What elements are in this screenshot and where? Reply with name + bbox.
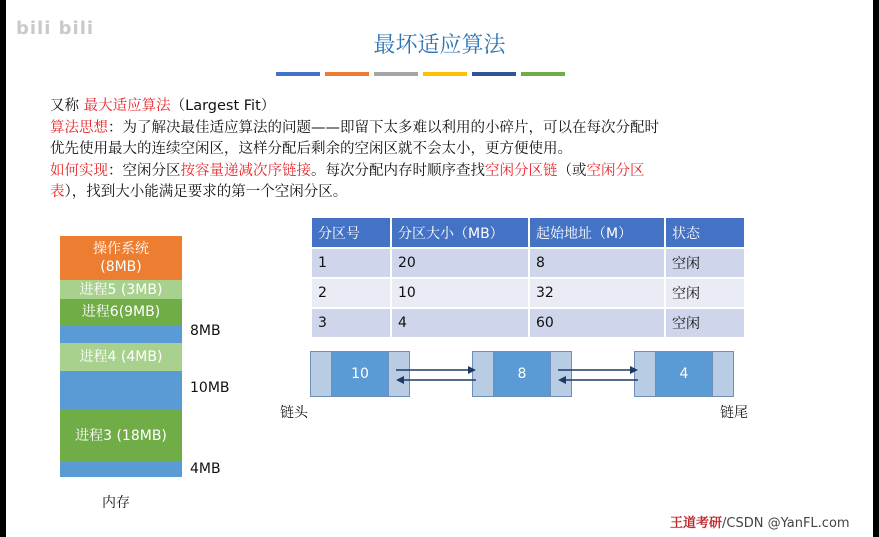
table-cell: 2 — [312, 278, 391, 308]
impl-label: 如何实现 — [50, 163, 108, 179]
footer-brand — [670, 512, 850, 531]
idea-line-1 — [50, 118, 659, 139]
forward-arrow-head — [630, 366, 638, 374]
memory-label: 内存 — [102, 495, 130, 511]
backward-arrow-head — [558, 376, 566, 384]
watermark-text: /CSDN @YanFL.com — [722, 516, 850, 531]
brand-name: 王道考研 — [670, 516, 723, 531]
intro-alias: 最大适应算法 — [83, 98, 171, 114]
node-value: 4 — [656, 351, 712, 397]
color-bar-segment — [374, 72, 418, 76]
impl-line-2 — [50, 182, 347, 203]
memory-block-free-10mb — [60, 371, 182, 410]
free-size-label: 10MB — [190, 380, 230, 396]
table-row — [312, 278, 744, 308]
table-cell: 空闲 — [665, 278, 744, 308]
table-row — [312, 308, 744, 337]
memory-block-process3 — [60, 410, 182, 461]
table-cell: 空闲 — [665, 308, 744, 337]
impl-text-3: （或 — [557, 163, 587, 179]
table-header-row — [312, 218, 744, 248]
table-cell: 10 — [391, 278, 529, 308]
color-bar-segment — [276, 72, 320, 76]
memory-block-free-8mb — [60, 325, 182, 343]
intro-alias-en: （Largest Fit） — [170, 98, 276, 114]
backward-arrow-head — [396, 376, 404, 384]
color-bar-segment — [423, 72, 467, 76]
impl-highlight-1: 按容量递减次序链接 — [180, 163, 311, 179]
memory-block-size: (8MB) — [100, 259, 142, 275]
memory-block-process4 — [60, 343, 182, 371]
memory-block-label: 进程3 (18MB) — [75, 427, 167, 444]
node-value: 8 — [494, 351, 550, 397]
chain-tail-label: 链尾 — [720, 405, 748, 421]
color-bar-segment — [521, 72, 565, 76]
page-title: 最坏适应算法 — [373, 33, 506, 58]
intro-prefix: 又称 — [50, 98, 84, 114]
table-cell: 20 — [391, 248, 529, 278]
impl-highlight-3: 空闲分区 — [586, 163, 645, 179]
impl-text-2: 。每次分配内存时顺序查找 — [311, 163, 485, 179]
logo-watermark: bili bili — [16, 18, 95, 39]
idea-text-1: ：为了解决最佳适应算法的问题——即留下太多难以利用的小碎片，可以在每次分配时 — [108, 120, 659, 136]
free-size-label: 8MB — [190, 323, 221, 339]
memory-block-label: 进程5 (3MB) — [79, 281, 163, 298]
impl-text-1: ：空闲分区 — [108, 163, 181, 179]
node-value: 10 — [332, 351, 388, 397]
table-cell: 3 — [312, 308, 391, 337]
chain-node — [634, 351, 734, 397]
column-header: 分区大小（MB） — [391, 218, 529, 248]
forward-arrow-head — [468, 366, 476, 374]
color-bar-segment — [325, 72, 369, 76]
memory-block-process6 — [60, 299, 182, 325]
memory-block-label: 进程4 (4MB) — [79, 349, 163, 365]
column-header: 起始地址（M） — [529, 218, 665, 248]
node-prev-pointer — [310, 351, 332, 397]
table-cell: 1 — [312, 248, 391, 278]
table-cell: 空闲 — [665, 248, 744, 278]
intro-line — [50, 96, 275, 117]
slide — [6, 0, 873, 537]
node-next-pointer — [712, 351, 734, 397]
impl-highlight-2: 空闲分区链 — [485, 163, 558, 179]
column-header: 分区号 — [312, 218, 391, 248]
chain-link-arrows — [556, 364, 640, 386]
table-cell: 60 — [529, 308, 665, 337]
memory-block-process5 — [60, 280, 182, 299]
table-cell: 8 — [529, 248, 665, 278]
memory-block-label: 操作系统 — [93, 241, 149, 257]
free-size-label: 4MB — [190, 461, 221, 477]
memory-block-free-4mb — [60, 461, 182, 477]
idea-line-2: 优先使用最大的连续空闲区，这样分配后剩余的空闲区就不会太小，更方便使用。 — [50, 141, 572, 157]
table-row — [312, 248, 744, 278]
memory-block-label: 进程6(9MB) — [81, 304, 161, 320]
free-partition-table — [312, 218, 744, 337]
memory-block-os — [60, 236, 182, 280]
impl-text-4: ），找到大小能满足要求的第一个空闲分区。 — [64, 184, 348, 200]
impl-highlight-4: 表 — [50, 184, 65, 200]
title-color-bar — [276, 72, 565, 76]
color-bar-segment — [472, 72, 516, 76]
chain-head-label: 链头 — [280, 405, 308, 421]
table-cell: 4 — [391, 308, 529, 337]
idea-label: 算法思想 — [50, 120, 108, 136]
chain-link-arrows — [394, 364, 478, 386]
table-cell: 32 — [529, 278, 665, 308]
column-header: 状态 — [665, 218, 744, 248]
impl-line-1 — [50, 161, 645, 182]
